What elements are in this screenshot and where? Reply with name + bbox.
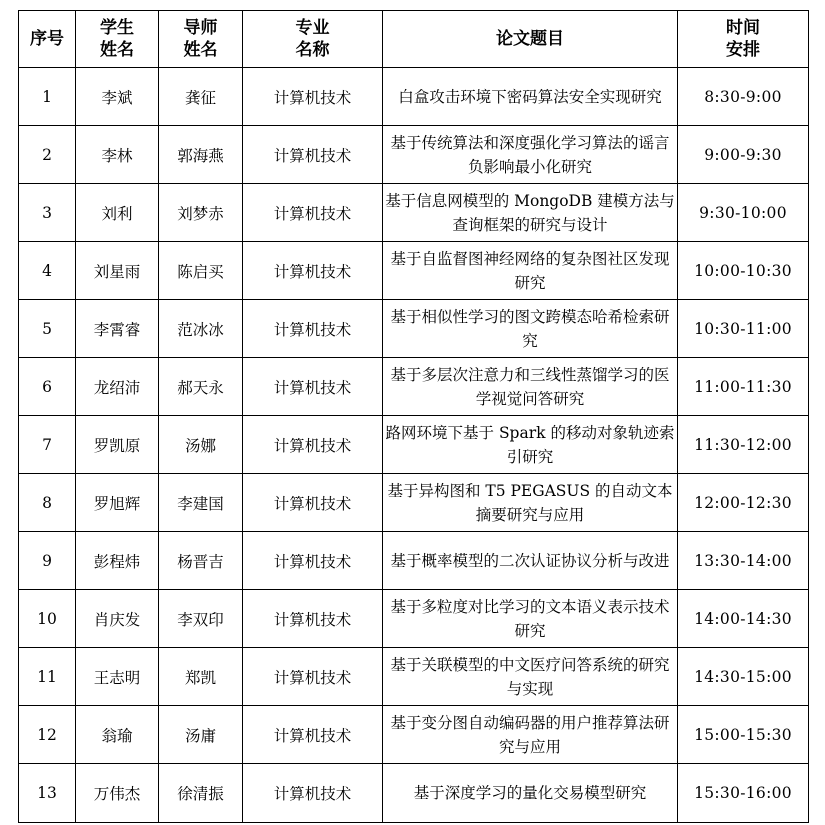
table-row [19, 648, 809, 706]
header-index: 序号 [19, 11, 76, 68]
cell-student: 罗旭辉 [76, 474, 159, 532]
cell-student: 李霄睿 [76, 300, 159, 358]
cell-time: 10:00-10:30 [678, 242, 809, 300]
header-time-line2: 安排 [726, 40, 760, 60]
cell-title: 基于关联模型的中文医疗问答系统的研究与实现 [383, 648, 678, 706]
cell-advisor: 范冰冰 [159, 300, 243, 358]
cell-advisor: 陈启买 [159, 242, 243, 300]
cell-index: 4 [19, 242, 76, 300]
cell-title: 基于多粒度对比学习的文本语义表示技术研究 [383, 590, 678, 648]
cell-advisor: 李双印 [159, 590, 243, 648]
cell-time: 14:30-15:00 [678, 648, 809, 706]
cell-title: 基于相似性学习的图文跨模态哈希检索研究 [383, 300, 678, 358]
cell-index: 9 [19, 532, 76, 590]
cell-title: 基于异构图和 T5 PEGASUS 的自动文本摘要研究与应用 [383, 474, 678, 532]
table-row [19, 184, 809, 242]
table-body [19, 68, 809, 823]
cell-index: 8 [19, 474, 76, 532]
cell-title: 路网环境下基于 Spark 的移动对象轨迹索引研究 [383, 416, 678, 474]
table-header-row [19, 11, 809, 68]
cell-advisor: 刘梦赤 [159, 184, 243, 242]
table-row [19, 126, 809, 184]
cell-student: 罗凯原 [76, 416, 159, 474]
cell-major: 计算机技术 [243, 242, 383, 300]
cell-advisor: 郑凯 [159, 648, 243, 706]
cell-index: 12 [19, 706, 76, 764]
cell-index: 13 [19, 764, 76, 823]
cell-title: 基于深度学习的量化交易模型研究 [383, 764, 678, 823]
header-student-line2: 姓名 [100, 40, 134, 60]
header-advisor [159, 11, 243, 68]
header-time-line1: 时间 [726, 18, 760, 38]
cell-major: 计算机技术 [243, 764, 383, 823]
cell-advisor: 龚征 [159, 68, 243, 126]
table-row [19, 358, 809, 416]
table-row [19, 474, 809, 532]
cell-time: 12:00-12:30 [678, 474, 809, 532]
cell-major: 计算机技术 [243, 126, 383, 184]
cell-student: 王志明 [76, 648, 159, 706]
header-advisor-line1: 导师 [183, 18, 218, 38]
cell-student: 肖庆发 [76, 590, 159, 648]
table-row [19, 764, 809, 823]
cell-time: 9:00-9:30 [678, 126, 809, 184]
cell-student: 刘星雨 [76, 242, 159, 300]
cell-major: 计算机技术 [243, 532, 383, 590]
cell-time: 14:00-14:30 [678, 590, 809, 648]
cell-student: 万伟杰 [76, 764, 159, 823]
header-student [76, 11, 159, 68]
cell-index: 7 [19, 416, 76, 474]
cell-title: 基于传统算法和深度强化学习算法的谣言负影响最小化研究 [383, 126, 678, 184]
header-time [678, 11, 809, 68]
cell-title: 基于信息网模型的 MongoDB 建模方法与查询框架的研究与设计 [383, 184, 678, 242]
cell-student: 李林 [76, 126, 159, 184]
table-row [19, 416, 809, 474]
cell-advisor: 汤娜 [159, 416, 243, 474]
table-row [19, 242, 809, 300]
table-row [19, 68, 809, 126]
cell-time: 10:30-11:00 [678, 300, 809, 358]
cell-advisor: 李建国 [159, 474, 243, 532]
cell-advisor: 汤庸 [159, 706, 243, 764]
header-advisor-line2: 姓名 [183, 40, 218, 60]
cell-index: 3 [19, 184, 76, 242]
cell-major: 计算机技术 [243, 416, 383, 474]
cell-major: 计算机技术 [243, 706, 383, 764]
cell-title: 基于变分图自动编码器的用户推荐算法研究与应用 [383, 706, 678, 764]
cell-major: 计算机技术 [243, 474, 383, 532]
header-student-line1: 学生 [100, 18, 134, 38]
cell-time: 15:00-15:30 [678, 706, 809, 764]
cell-time: 11:00-11:30 [678, 358, 809, 416]
defense-schedule-table [18, 10, 809, 823]
cell-index: 2 [19, 126, 76, 184]
cell-major: 计算机技术 [243, 358, 383, 416]
header-title: 论文题目 [383, 11, 678, 68]
header-major [243, 11, 383, 68]
cell-time: 9:30-10:00 [678, 184, 809, 242]
cell-index: 6 [19, 358, 76, 416]
header-major-line1: 专业 [295, 18, 330, 38]
header-major-line2: 名称 [295, 40, 330, 60]
cell-time: 15:30-16:00 [678, 764, 809, 823]
cell-index: 1 [19, 68, 76, 126]
cell-advisor: 郝天永 [159, 358, 243, 416]
table-row [19, 590, 809, 648]
cell-index: 11 [19, 648, 76, 706]
cell-major: 计算机技术 [243, 300, 383, 358]
cell-major: 计算机技术 [243, 68, 383, 126]
cell-advisor: 杨晋吉 [159, 532, 243, 590]
cell-student: 彭程炜 [76, 532, 159, 590]
cell-index: 5 [19, 300, 76, 358]
cell-student: 李斌 [76, 68, 159, 126]
cell-student: 龙绍沛 [76, 358, 159, 416]
cell-major: 计算机技术 [243, 590, 383, 648]
table-row [19, 300, 809, 358]
cell-student: 翁瑜 [76, 706, 159, 764]
cell-time: 11:30-12:00 [678, 416, 809, 474]
cell-time: 8:30-9:00 [678, 68, 809, 126]
cell-title: 白盒攻击环境下密码算法安全实现研究 [383, 68, 678, 126]
table-row [19, 532, 809, 590]
cell-major: 计算机技术 [243, 648, 383, 706]
cell-time: 13:30-14:00 [678, 532, 809, 590]
cell-advisor: 郭海燕 [159, 126, 243, 184]
table-row [19, 706, 809, 764]
cell-title: 基于自监督图神经网络的复杂图社区发现研究 [383, 242, 678, 300]
cell-major: 计算机技术 [243, 184, 383, 242]
cell-student: 刘利 [76, 184, 159, 242]
cell-title: 基于多层次注意力和三线性蒸馏学习的医学视觉问答研究 [383, 358, 678, 416]
cell-index: 10 [19, 590, 76, 648]
cell-title: 基于概率模型的二次认证协议分析与改进 [383, 532, 678, 590]
cell-advisor: 徐清振 [159, 764, 243, 823]
